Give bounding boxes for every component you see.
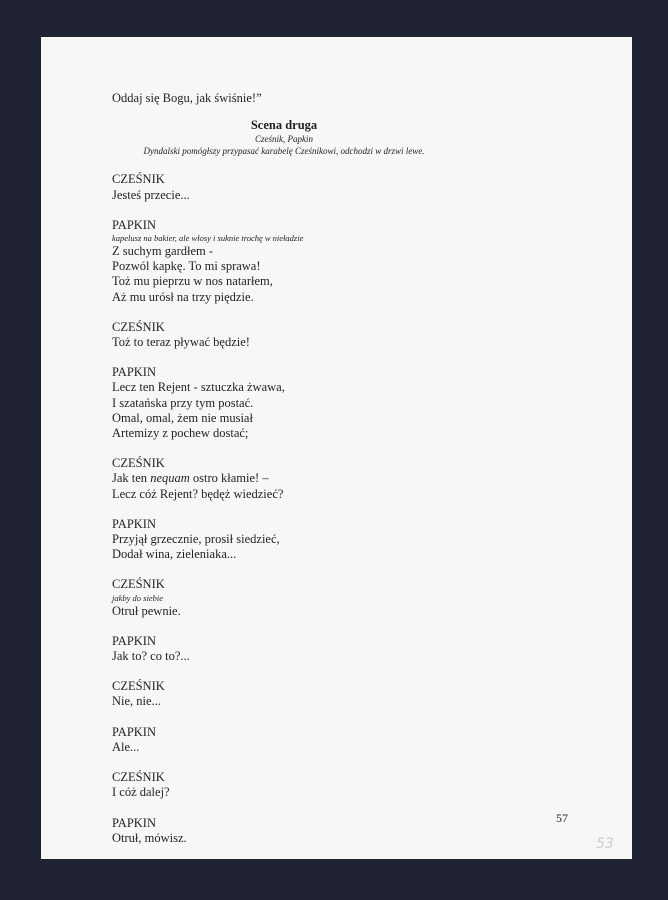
verse-line: Jak to? co to?... [112,649,190,664]
document-page [41,37,632,859]
verse-line: Otruł, mówisz. [112,830,187,845]
scene-title: Scena druga [250,118,318,133]
verse-line: Lecz cóż Rejent? będęż wiedzieć? [112,486,284,501]
speaker-name: CZEŚNIK [112,770,165,785]
verse-line: Nie, nie... [112,694,161,709]
dialogue-block [112,770,542,800]
verse-line: Otruł pewnie. [112,603,181,618]
verse-line: Jesteś przecie... [112,187,190,202]
verse-line: Lecz ten Rejent - sztuczka żwawa, [112,380,285,395]
speaker-name: PAPKIN [112,365,157,380]
verse-line: Pozwól kapkę. To mi sprawa! [112,259,261,274]
verse-line: Aż mu urósł na trzy piędzie. [112,289,254,304]
speaker-name: PAPKIN [112,815,157,830]
dialogue-block [112,816,542,846]
speaker-name: PAPKIN [112,217,157,232]
verse-line: Artemizy z pochew dostać; [112,426,249,441]
verse-line: Ale... [112,739,140,754]
page-number: 57 [556,811,568,825]
stage-direction: kapelusz na bakier, ale włosy i suknie trochę w nieładzie [112,233,304,244]
dialogue-block [112,218,542,305]
latin-word: nequam [150,471,190,486]
dialogue-block [112,577,542,618]
verse-line: Dodał wina, zieleniaka... [112,547,237,562]
opening-line: Oddaj się Bogu, jak świśnie!” [112,91,262,105]
dialogue-block [112,725,542,755]
scene-direction: Dyndalski pomógłszy przypasać karabelę Cześnikowi, odchodzi w drzwi lewe. [143,146,425,157]
speaker-name: CZEŚNIK [112,679,165,694]
verse-line: Toż mu pieprzu w nos natarłem, [112,274,273,289]
speaker-name: CZEŚNIK [112,456,165,471]
dialogue [112,172,542,846]
verse-line: Toż to teraz pływać będzie! [112,335,250,350]
speaker-name: PAPKIN [112,633,157,648]
speaker-name: CZEŚNIK [112,319,165,334]
dialogue-block [112,634,542,664]
pencil-annotation: 53 [596,836,614,852]
speaker-name: CZEŚNIK [112,577,165,592]
verse-line: Jak ten nequam ostro kłamie! – [112,471,269,486]
verse-line: Omal, omal, żem nie musiał [112,410,253,425]
speaker-name: PAPKIN [112,724,157,739]
stage-direction: jakby do siebie [112,592,163,603]
verse-line: Przyjął grzecznie, prosił siedzieć, [112,532,280,547]
verse-line: I szatańska przy tym postać. [112,395,254,410]
text-body [112,91,542,846]
dialogue-block [112,365,542,441]
dialogue-block [112,679,542,709]
speaker-name: CZEŚNIK [112,172,165,187]
dialogue-block [112,517,542,563]
scene-characters: Cześnik, Papkin [255,134,313,145]
speaker-name: PAPKIN [112,516,157,531]
dialogue-block [112,320,542,350]
dialogue-block [112,172,542,202]
verse-line: Z suchym gardłem - [112,244,214,259]
dialogue-block [112,456,542,502]
verse-line: I cóż dalej? [112,785,170,800]
